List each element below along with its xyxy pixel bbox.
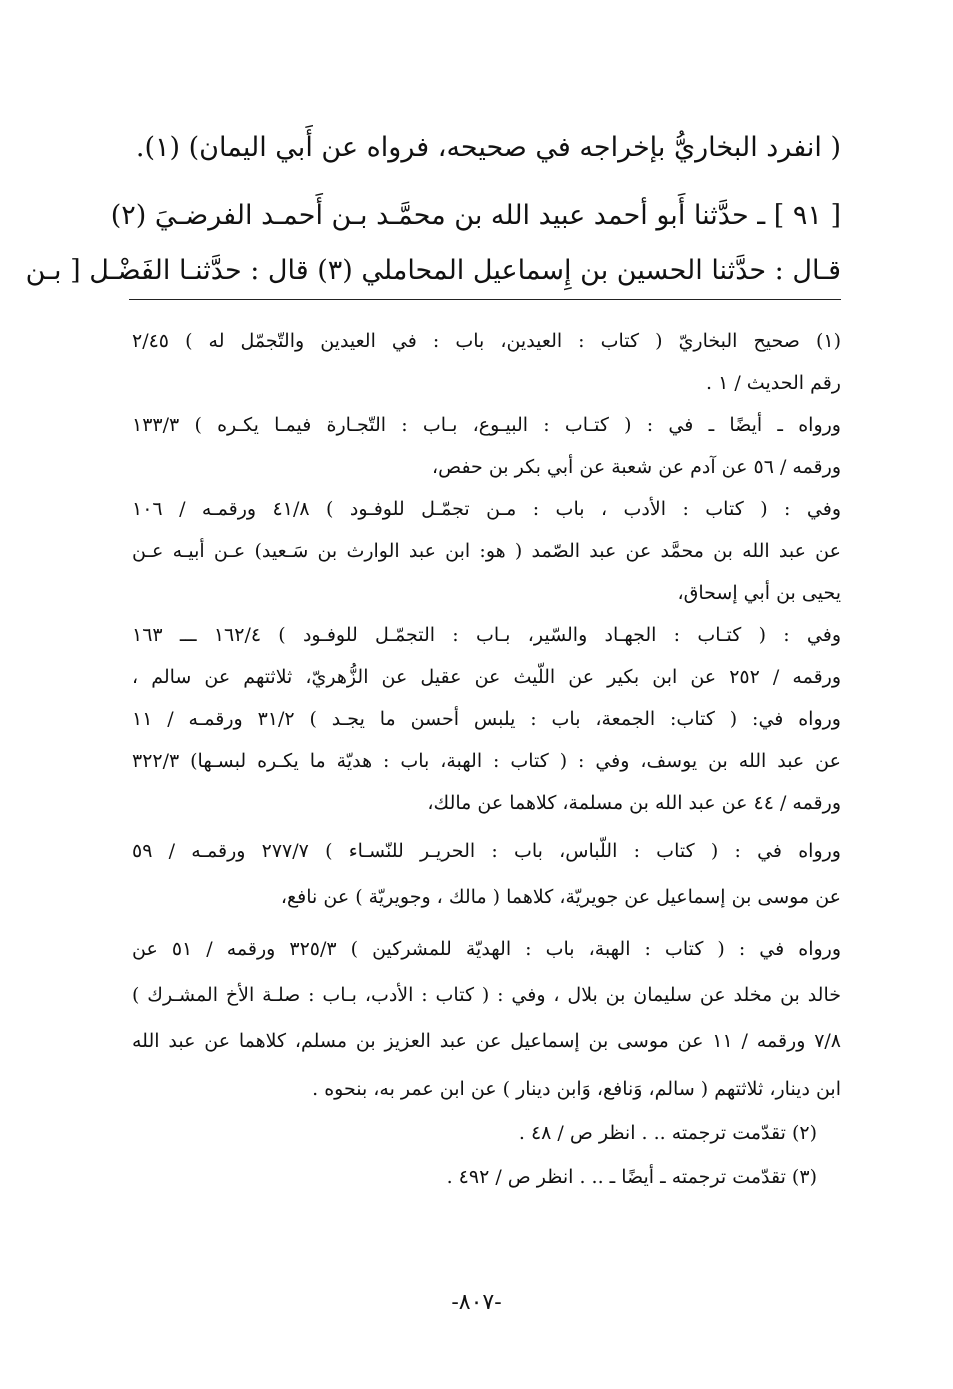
footnote-line: ورقمه / ٢٥٢ عن ابن بكير عن اللّيث عن عقيل عن الزُّهريّ، ثلاثتهم عن سالم ،: [132, 666, 841, 688]
footnote-line: (٢) تقدّمت ترجمته .. . انظر ص / ٤٨ .: [518, 1122, 817, 1144]
footnote-line: خالد بن مخلد عن سليمان بن بلال ، وفي : ( كتاب : الأدب، بـاب : صلـة الأخ المشـرك ): [132, 984, 841, 1006]
main-text-line-1: ( انفرد البخاريُّ بإخراجه في صحيحه، فرواه عن أَبي اليمان) (١).: [135, 132, 841, 163]
main-text-line-2: [ ٩١ ] ـ حدَّثنا أَبو أحمد عبيد الله بن محمَّـد بـن أَحمـد الفرضـيَ (٢): [110, 200, 841, 231]
footnote-line: ابن دينار، ثلاثتهم ( سالم، وَنافع، وَابن دينار ) عن ابن عمر به، بنحوه .: [312, 1078, 841, 1100]
footnote-separator: [129, 299, 841, 300]
footnote-line: ورقمه / ٥٦ عن آدم عن شعبة عن أبي بكر بن حفص،: [432, 456, 841, 478]
footnote-line: ورواه في: ( كتاب: الجمعة، باب : يلبس أحسن ما يجـد ) ٣١/٢ ورقمـه / ١١: [132, 708, 841, 730]
footnote-line: (١) صحيح البخاريّ ( كتاب : العيدين، باب : في العيدين والتّجمّل له ) ٢/٤٥: [132, 330, 841, 352]
footnote-line: عن موسى بن إسماعيل عن جويريّة، كلاهما ( مالك ، وجويريّة ) عن نافع،: [280, 886, 841, 908]
footnote-line: ورواه في : ( كتاب : اللّباس، باب : الحريـر للنّسـاء ) ٢٧٧/٧ ورقمـه / ٥٩: [132, 840, 841, 862]
footnote-line: ٧/٨ ورقمه / ١١ عن موسى بن إسماعيل عن عبد العزيز بن مسلم، كلاهما عن عبد الله: [132, 1030, 842, 1052]
main-text-line-3: قـال : حدَّثنا الحسين بن إِسماعيل المحاملي (٣) قال : حدَّثنـا الفَضْـل [ بـن: [25, 255, 841, 286]
footnote-line: يحيى بن أبي إسحاق،: [677, 582, 841, 604]
footnote-line: رقم الحديث / ١ .: [706, 372, 841, 394]
footnote-line: عن عبد الله بن محمَّد عن عبد الصّمد ( هو: ابن عبد الوارث بن سَـعيد) عـن أبيـه عـن: [132, 540, 841, 562]
footnote-line: وفي : ( كتـاب : الجهـاد والسّير، بـاب : التجمّـل للوفـود ) ١٦٢/٤ ـــ ١٦٣: [132, 624, 841, 646]
page-number: -٨٠٧-: [451, 1290, 502, 1315]
footnote-line: ورقمه / ٤٤ عن عبد الله بن مسلمة، كلاهما عن مالك،: [427, 792, 841, 814]
footnote-line: (٣) تقدّمت ترجمته ـ أيضًا ـ .. . انظر ص / ٤٩٢ .: [446, 1166, 817, 1188]
footnote-line: ورواه ـ أيضًا ـ في : ( كتـاب : البيـوع، بـاب : التّجـارة فيمـا يكـره ) ١٣٣/٣: [132, 414, 841, 436]
footnote-line: عن عبد الله بن يوسف، وفي : ( كتاب : الهبة، باب : هديّة ما يكـره لبسـها) ٣٢٢/٣: [132, 750, 841, 772]
footnote-line: ورواه في : ( كتاب : الهبة، باب : الهديّة للمشركين ) ٣٢٥/٣ ورقمه / ٥١ عن: [132, 938, 842, 960]
footnote-line: وفي : ( كتاب : الأدب ، باب : مـن تجمّـل للوفـود ) ٤١/٨ ورقمـه / ١٠٦: [132, 498, 841, 520]
